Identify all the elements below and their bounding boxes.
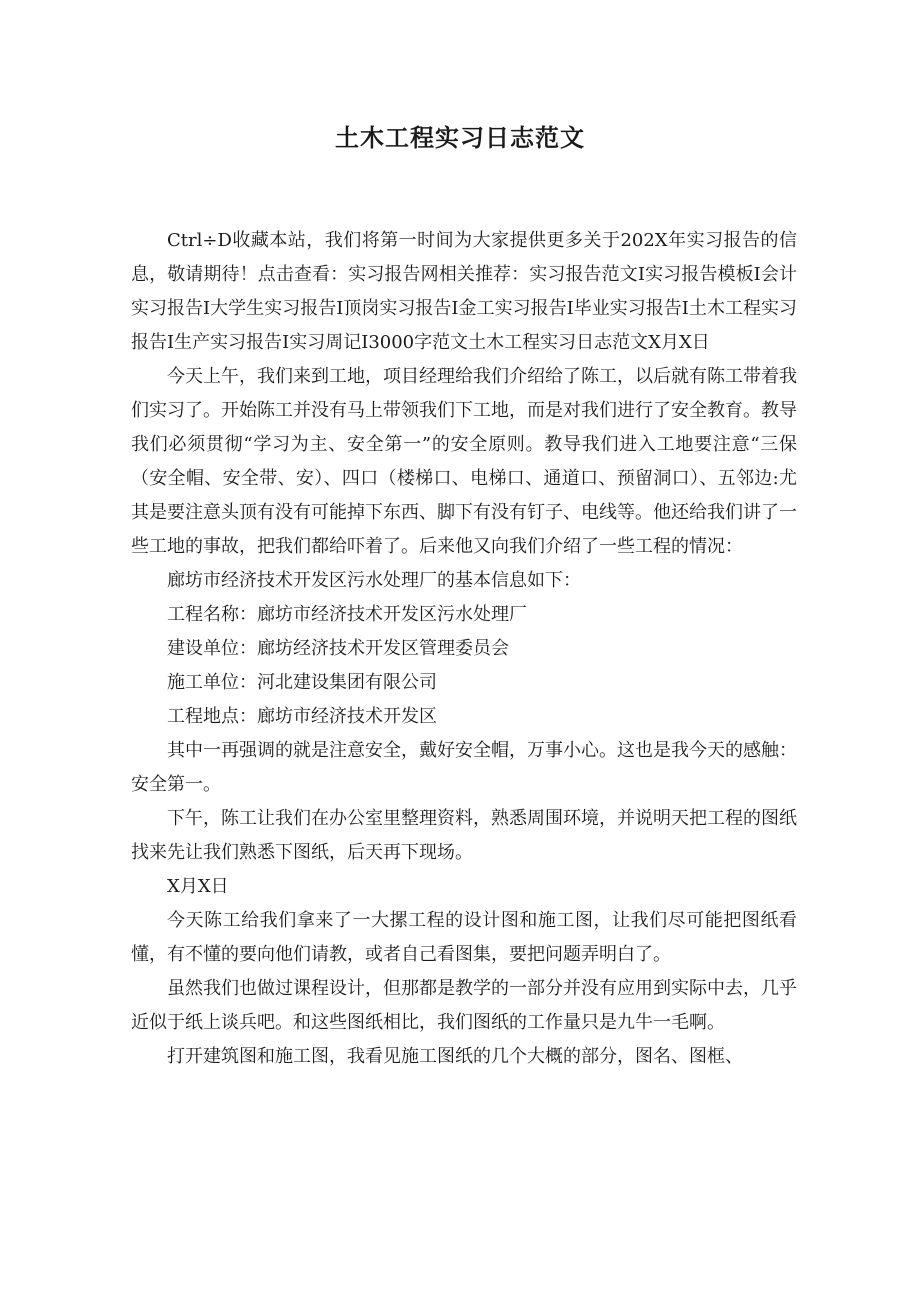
paragraph: 廊坊市经济技术开发区污水处理厂的基本信息如下： <box>167 570 581 591</box>
document-body <box>131 224 797 1074</box>
paragraph: 其中一再强调的就是注意安全，戴好安全帽，万事小心。这也是我今天的感触：安全第一。 <box>131 740 797 795</box>
paragraph: 虽然我们也做过课程设计，但那都是教学的一部分并没有应用到实际中去，几乎近似于纸上谈兵吧。和这些图纸相比，我们图纸的工作量只是九牛一毛啊。 <box>131 978 797 1033</box>
paragraph: 工程地点：廊坊市经济技术开发区 <box>167 706 437 727</box>
paragraph: 建设单位：廊坊经济技术开发区管理委员会 <box>167 638 509 659</box>
document-title: 土木工程实习日志范文 <box>335 124 585 152</box>
paragraph: Ctrl÷D收藏本站，我们将第一时间为大家提供更多关于202X年实习报告的信息，敬请期待！点击查看：实习报告网相关推荐：实习报告范文I实习报告模板I会计实习报告I大学生实习报告I顶岗实习报告I金工实习报告I毕业实习报告I土木工程实习报告I生产实习报告I实习周记I3000字范文土木工程实习日志范文X月X日 <box>131 230 797 353</box>
paragraph: X月X日 <box>167 876 229 897</box>
paragraph: 下午，陈工让我们在办公室里整理资料，熟悉周围环境，并说明天把工程的图纸找来先让我们熟悉下图纸，后天再下现场。 <box>131 808 797 863</box>
paragraph: 工程名称：廊坊市经济技术开发区污水处理厂 <box>167 604 527 625</box>
paragraph: 施工单位：河北建设集团有限公司 <box>167 672 437 693</box>
paragraph: 打开建筑图和施工图，我看见施工图纸的几个大概的部分，图名、图框、 <box>167 1046 743 1067</box>
paragraph: 今天陈工给我们拿来了一大摞工程的设计图和施工图，让我们尽可能把图纸看懂，有不懂的要向他们请教，或者自己看图集，要把问题弄明白了。 <box>131 910 797 965</box>
paragraph: 今天上午，我们来到工地，项目经理给我们介绍给了陈工，以后就有陈工带着我们实习了。开始陈工并没有马上带领我们下工地，而是对我们进行了安全教育。教导我们必须贯彻“学习为主、安全第一”的安全原则。教导我们进入工地要注意“三保（安全帽、安全带、安）、四口（楼梯口、电梯口、通道口、预留洞口）、五邻边:尤其是要注意头顶有没有可能掉下东西、脚下有没有钉子、电线等。他还给我们讲了一些工地的事故，把我们都给吓着了。后来他又向我们介绍了一些工程的情况： <box>131 366 797 557</box>
